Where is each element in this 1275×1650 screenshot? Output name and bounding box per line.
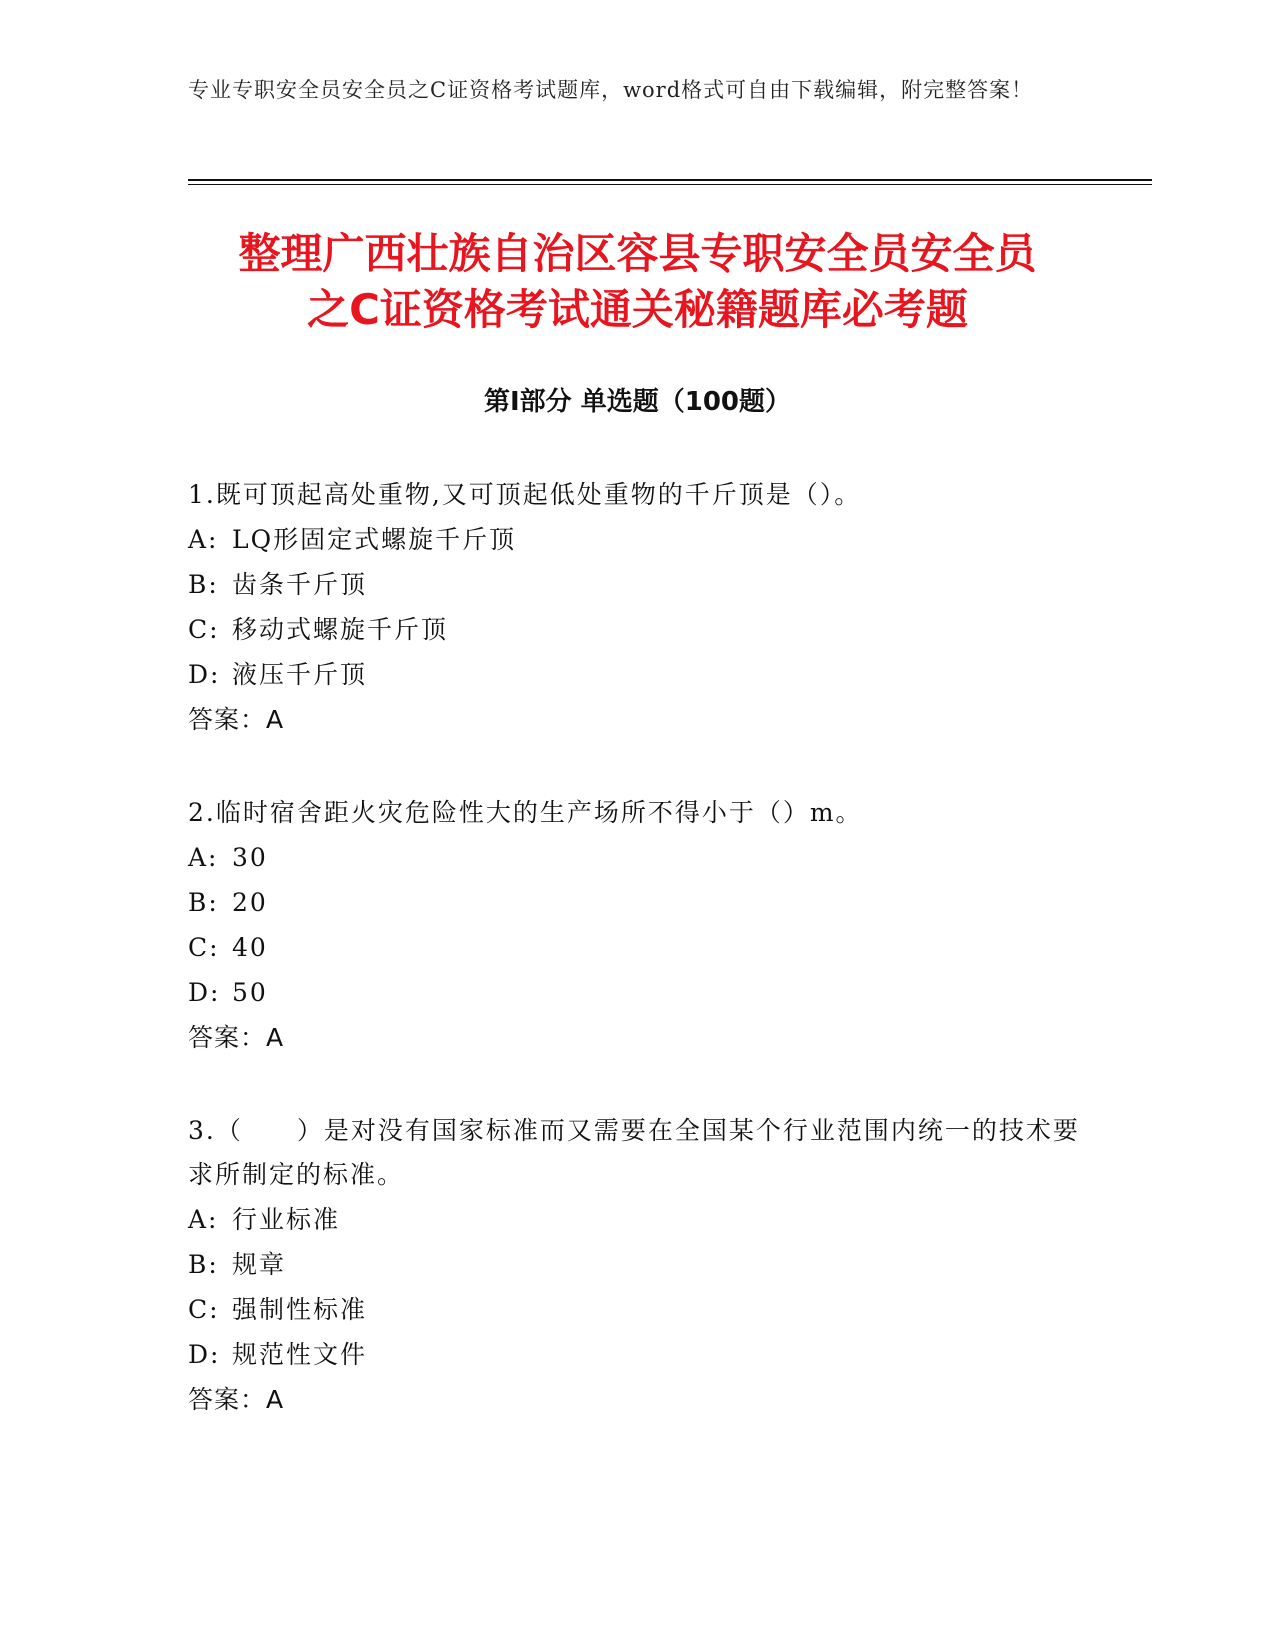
option-text: 规章: [232, 1250, 287, 1279]
option-c: [188, 1287, 1088, 1332]
option-letter: D:: [188, 978, 221, 1007]
option-letter: C:: [188, 615, 220, 644]
option-text: 50: [232, 978, 268, 1007]
document-title-line-1: 整理广西壮族自治区容县专职安全员安全员: [238, 229, 1037, 278]
header-divider-thick: [188, 179, 1152, 181]
option-d: [188, 970, 1088, 1015]
answer-line: 答案：A: [188, 1385, 285, 1414]
option-letter: D:: [188, 1340, 221, 1369]
question-stem: 3.（ ）是对没有国家标准而又需要在全国某个行业范围内统一的技术要求所制定的标准。: [188, 1116, 1080, 1189]
option-a: [188, 517, 1088, 562]
option-letter: A:: [188, 843, 219, 872]
option-b: [188, 1242, 1088, 1287]
option-text: 液压千斤顶: [232, 660, 368, 689]
header-note: 专业专职安全员安全员之C证资格考试题库，word格式可自由下载编辑，附完整答案！: [188, 78, 1034, 102]
option-letter: C:: [188, 933, 220, 962]
option-letter: B:: [188, 888, 219, 917]
question-1: [188, 473, 1088, 743]
question-3: [188, 1109, 1088, 1423]
question-stem: 2.临时宿舍距火灾危险性大的生产场所不得小于（）m。: [188, 798, 863, 827]
option-letter: B:: [188, 570, 219, 599]
document-title-line-2: 之C证资格考试通关秘籍题库必考题: [307, 285, 968, 334]
option-b: [188, 880, 1088, 925]
option-text: 强制性标准: [232, 1295, 368, 1324]
option-text: 规范性文件: [232, 1340, 368, 1369]
option-text: 40: [232, 933, 268, 962]
option-d: [188, 1332, 1088, 1377]
option-letter: D:: [188, 660, 221, 689]
option-a: [188, 1197, 1088, 1242]
option-c: [188, 607, 1088, 652]
question-2: [188, 791, 1088, 1061]
header-divider-thin: [188, 184, 1152, 185]
option-text: 行业标准: [232, 1205, 341, 1234]
option-text: 齿条千斤顶: [232, 570, 368, 599]
option-text: 移动式螺旋千斤顶: [232, 615, 449, 644]
section-heading: 第Ⅰ部分 单选题（100题）: [484, 387, 791, 417]
option-letter: B:: [188, 1250, 219, 1279]
option-a: [188, 835, 1088, 880]
option-d: [188, 652, 1088, 697]
question-stem: 1.既可顶起高处重物,又可顶起低处重物的千斤顶是（）。: [188, 480, 862, 509]
answer-line: 答案：A: [188, 705, 285, 734]
option-text: LQ形固定式螺旋千斤顶: [232, 525, 517, 554]
option-c: [188, 925, 1088, 970]
answer-line: 答案：A: [188, 1023, 285, 1052]
document-title: [160, 226, 1115, 338]
option-text: 30: [232, 843, 268, 872]
option-text: 20: [232, 888, 268, 917]
option-letter: A:: [188, 525, 219, 554]
option-letter: C:: [188, 1295, 220, 1324]
option-letter: A:: [188, 1205, 219, 1234]
option-b: [188, 562, 1088, 607]
